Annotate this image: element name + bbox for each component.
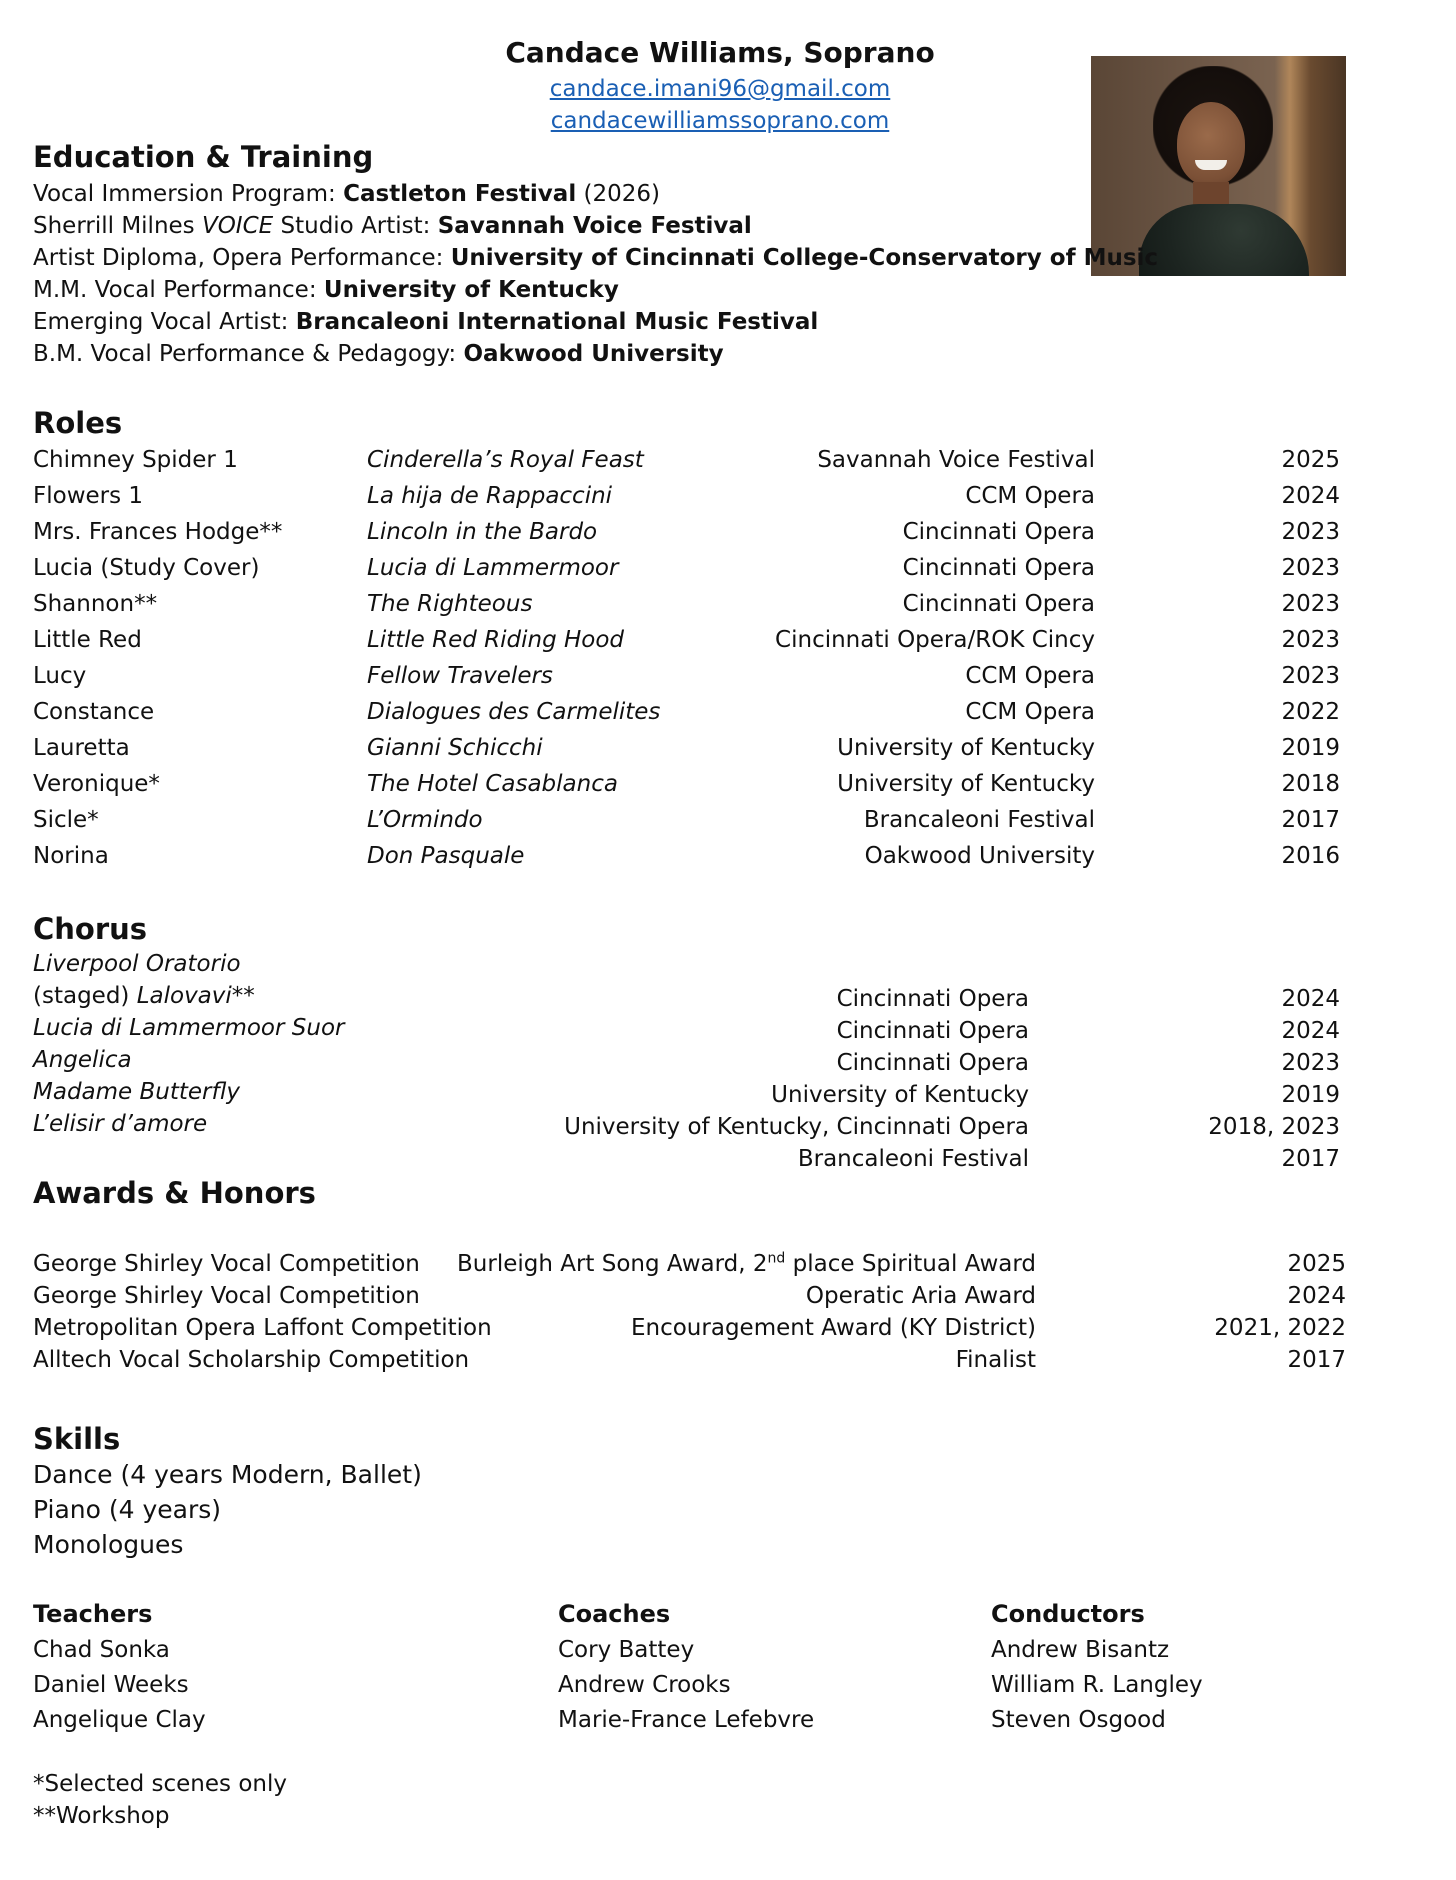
award-name: Encouragement Award (KY District) — [630, 1315, 1036, 1341]
role-company: University of Kentucky — [837, 735, 1095, 761]
award-competition: Alltech Vocal Scholarship Competition — [33, 1347, 470, 1373]
role-name: Lucy — [33, 663, 87, 689]
coaches-heading: Coaches — [558, 1600, 671, 1628]
role-work: Cinderella’s Royal Feast — [367, 447, 644, 473]
role-company: University of Kentucky — [837, 771, 1095, 797]
chorus-company: Brancaleoni Festival — [797, 1146, 1029, 1172]
role-name: Flowers 1 — [33, 483, 144, 509]
role-work: La hija de Rappaccini — [367, 483, 613, 509]
role-year: 2017 — [1281, 807, 1340, 833]
skill-item: Piano (4 years) — [33, 1495, 222, 1524]
chorus-year: 2023 — [1281, 1050, 1340, 1076]
award-name: Finalist — [955, 1347, 1036, 1373]
role-year: 2023 — [1281, 519, 1340, 545]
portrait-photo — [1091, 56, 1346, 276]
role-company: Brancaleoni Festival — [863, 807, 1095, 833]
chorus-year: 2019 — [1281, 1082, 1340, 1108]
role-work: Don Pasquale — [367, 843, 525, 869]
coach-name: Cory Battey — [558, 1637, 695, 1663]
section-heading-chorus: Chorus — [33, 912, 148, 946]
chorus-year: 2018, 2023 — [1208, 1114, 1340, 1140]
chorus-company: Cincinnati Opera — [836, 1050, 1029, 1076]
chorus-year: 2024 — [1281, 986, 1340, 1012]
teacher-name: Angelique Clay — [33, 1707, 206, 1733]
role-year: 2022 — [1281, 699, 1340, 725]
role-work: Fellow Travelers — [367, 663, 553, 689]
conductors-heading: Conductors — [991, 1600, 1145, 1628]
chorus-company: University of Kentucky — [771, 1082, 1029, 1108]
education-item: Sherrill Milnes VOICE Studio Artist: Savannah Voice Festival — [33, 213, 752, 239]
award-name: Operatic Aria Award — [805, 1283, 1036, 1309]
email-link[interactable]: candace.imani96@gmail.com — [549, 76, 891, 102]
role-company: Oakwood University — [864, 843, 1095, 869]
role-company: Savannah Voice Festival — [817, 447, 1095, 473]
teachers-heading: Teachers — [33, 1600, 153, 1628]
section-heading-roles: Roles — [33, 406, 123, 440]
role-year: 2025 — [1281, 447, 1340, 473]
role-work: Lucia di Lammermoor — [367, 555, 619, 581]
website-link[interactable]: candacewilliamssoprano.com — [550, 108, 890, 134]
role-name: Sicle* — [33, 807, 99, 833]
award-competition: George Shirley Vocal Competition — [33, 1251, 420, 1277]
award-competition: Metropolitan Opera Laffont Competition — [33, 1315, 492, 1341]
role-year: 2018 — [1281, 771, 1340, 797]
role-work: The Hotel Casablanca — [367, 771, 618, 797]
role-work: Little Red Riding Hood — [367, 627, 625, 653]
skill-item: Dance (4 years Modern, Ballet) — [33, 1460, 422, 1489]
coach-name: Marie-France Lefebvre — [558, 1707, 815, 1733]
education-item: B.M. Vocal Performance & Pedagogy: Oakwood University — [33, 341, 724, 367]
chorus-work: (staged) Lalovavi** — [33, 983, 255, 1009]
role-name: Chimney Spider 1 — [33, 447, 238, 473]
award-year: 2021, 2022 — [1214, 1315, 1346, 1341]
education-item: Emerging Vocal Artist: Brancaleoni International Music Festival — [33, 309, 819, 335]
chorus-company: Cincinnati Opera — [836, 1018, 1029, 1044]
section-heading-skills: Skills — [33, 1422, 121, 1456]
chorus-work: L’elisir d’amore — [33, 1111, 208, 1137]
skill-item: Monologues — [33, 1530, 184, 1559]
award-year: 2025 — [1287, 1251, 1346, 1277]
role-company: CCM Opera — [965, 699, 1095, 725]
award-competition: George Shirley Vocal Competition — [33, 1283, 420, 1309]
teacher-name: Chad Sonka — [33, 1637, 170, 1663]
role-year: 2023 — [1281, 555, 1340, 581]
role-name: Little Red — [33, 627, 142, 653]
education-item: Artist Diploma, Opera Performance: University of Cincinnati College-Conservatory of Music — [33, 245, 1159, 271]
chorus-work: Madame Butterfly — [33, 1079, 240, 1105]
footnote-selected-scenes: *Selected scenes only — [33, 1771, 287, 1797]
chorus-year: 2024 — [1281, 1018, 1340, 1044]
role-company: Cincinnati Opera — [902, 519, 1095, 545]
role-name: Lucia (Study Cover) — [33, 555, 260, 581]
role-work: Lincoln in the Bardo — [367, 519, 598, 545]
role-company: Cincinnati Opera — [902, 555, 1095, 581]
role-name: Lauretta — [33, 735, 130, 761]
education-item: Vocal Immersion Program: Castleton Festival (2026) — [33, 181, 660, 207]
role-year: 2024 — [1281, 483, 1340, 509]
role-company: Cincinnati Opera — [902, 591, 1095, 617]
role-name: Norina — [33, 843, 109, 869]
chorus-company: University of Kentucky, Cincinnati Opera — [564, 1114, 1029, 1140]
coach-name: Andrew Crooks — [558, 1672, 731, 1698]
section-heading-education: Education & Training — [33, 140, 374, 174]
role-year: 2016 — [1281, 843, 1340, 869]
role-company: CCM Opera — [965, 483, 1095, 509]
award-year: 2017 — [1287, 1347, 1346, 1373]
role-name: Mrs. Frances Hodge** — [33, 519, 283, 545]
role-year: 2023 — [1281, 591, 1340, 617]
footnote-workshop: **Workshop — [33, 1803, 170, 1829]
role-year: 2023 — [1281, 627, 1340, 653]
page-title: Candace Williams, Soprano — [505, 36, 935, 69]
conductor-name: Andrew Bisantz — [991, 1637, 1170, 1663]
chorus-year: 2017 — [1281, 1146, 1340, 1172]
role-work: Gianni Schicchi — [367, 735, 543, 761]
conductor-name: Steven Osgood — [991, 1707, 1166, 1733]
teacher-name: Daniel Weeks — [33, 1672, 189, 1698]
chorus-company: Cincinnati Opera — [836, 986, 1029, 1012]
chorus-work: Liverpool Oratorio — [33, 951, 241, 977]
education-item: M.M. Vocal Performance: University of Kentucky — [33, 277, 619, 303]
role-work: Dialogues des Carmelites — [367, 699, 661, 725]
role-year: 2023 — [1281, 663, 1340, 689]
role-work: L’Ormindo — [367, 807, 483, 833]
role-company: Cincinnati Opera/ROK Cincy — [775, 627, 1095, 653]
role-year: 2019 — [1281, 735, 1340, 761]
chorus-work: Lucia di Lammermoor Suor — [33, 1015, 345, 1041]
conductor-name: William R. Langley — [991, 1672, 1203, 1698]
role-work: The Righteous — [367, 591, 533, 617]
role-company: CCM Opera — [965, 663, 1095, 689]
section-heading-awards: Awards & Honors — [33, 1176, 316, 1210]
role-name: Veronique* — [33, 771, 160, 797]
role-name: Shannon** — [33, 591, 158, 617]
role-name: Constance — [33, 699, 155, 725]
award-year: 2024 — [1287, 1283, 1346, 1309]
award-name: Burleigh Art Song Award, 2nd place Spiritual Award — [457, 1250, 1036, 1277]
chorus-work: Angelica — [33, 1047, 132, 1073]
